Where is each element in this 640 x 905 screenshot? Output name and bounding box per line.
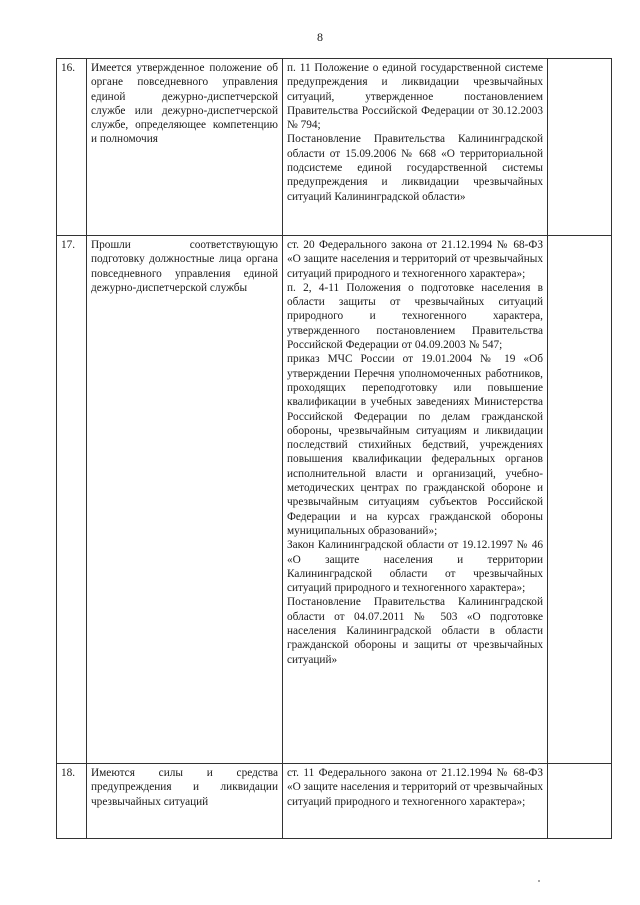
legal-basis-item: Закон Калининградской области от 19.12.1997 № 46 «О защите населения и территории Калининградской области от чрезвычайных ситуаций природного и техногенного характера»; (287, 539, 543, 595)
page-number: 8 (317, 30, 323, 44)
legal-basis-item: Постановление Правительства Калининградской области от 15.09.2006 № 668 «О территориальной подсистеме единой государственной системы предупреждения и ликвидации чрезвычайных ситуаций Калининградской области» (287, 133, 543, 203)
legal-basis-item: ст. 11 Федерального закона от 21.12.1994 № 68-ФЗ «О защите населения и территорий от чрезвычайных ситуаций природного и техногенного характера»; (287, 767, 543, 808)
row-number: 16. (57, 59, 87, 236)
answer-cell[interactable] (548, 236, 612, 764)
legal-basis-item: Постановление Правительства Калининградской области от 04.07.2011 № 503 «О подготовке населения Калининградской области в области гражданской обороны и защиты от чрезвычайных ситуаций» (287, 596, 543, 666)
requirement-text: Имеются силы и средства предупреждения и ликвидации чрезвычайных ситуаций (87, 764, 283, 839)
row-number: 17. (57, 236, 87, 764)
answer-cell[interactable] (548, 59, 612, 236)
legal-basis-cell (283, 764, 548, 839)
scan-speck (538, 880, 540, 882)
legal-basis-item: приказ МЧС России от 19.01.2004 № 19 «Об утверждении Перечня уполномоченных работников, проходящих переподготовку или повышение квалификации в учебных заведениях Министерства Российской Федерации по делам гражданской обороны, чрезвычайным ситуациям и ликвидации последствий стихийных бедствий, учреждениях повышения квалификации федеральных органов исполнительной власти и организаций, учебно-методических центрах по гражданской обороне и чрезвычайным ситуациям субъектов Российской Федерации и на курсах гражданской обороны муниципальных образований»; (287, 353, 543, 537)
table-row (57, 236, 612, 764)
legal-basis-item: п. 2, 4-11 Положения о подготовке населения в области защиты от чрезвычайных ситуаций природного и техногенного характера, утвержденного постановлением Правительства Российской Федерации от 04.09.2003 № 547; (287, 281, 543, 352)
table-row (57, 764, 612, 839)
legal-basis-item: п. 11 Положение о единой государственной системе предупреждения и ликвидации чрезвычайных ситуаций, утвержденное постановлением Правительства Российской Федерации от 30.12.2003 № 794; (287, 62, 543, 132)
row-number: 18. (57, 764, 87, 839)
requirement-text: Имеется утвержденное положение об органе повседневного управления единой дежурно-диспетчерской службе или дежурно-диспетчерской службе, определяющее компетенцию и полномочия (87, 59, 283, 236)
requirement-text: Прошли соответствующую подготовку должностные лица органа повседневного управления единой дежурно-диспетчерской службы (87, 236, 283, 764)
legal-basis-cell (283, 236, 548, 764)
legal-basis-cell (283, 59, 548, 236)
table-row (57, 59, 612, 236)
legal-basis-item: ст. 20 Федерального закона от 21.12.1994 № 68-ФЗ «О защите населения и территорий от чрезвычайных ситуаций природного и техногенного характера»; (287, 239, 543, 280)
checklist-table (56, 58, 612, 839)
answer-cell[interactable] (548, 764, 612, 839)
